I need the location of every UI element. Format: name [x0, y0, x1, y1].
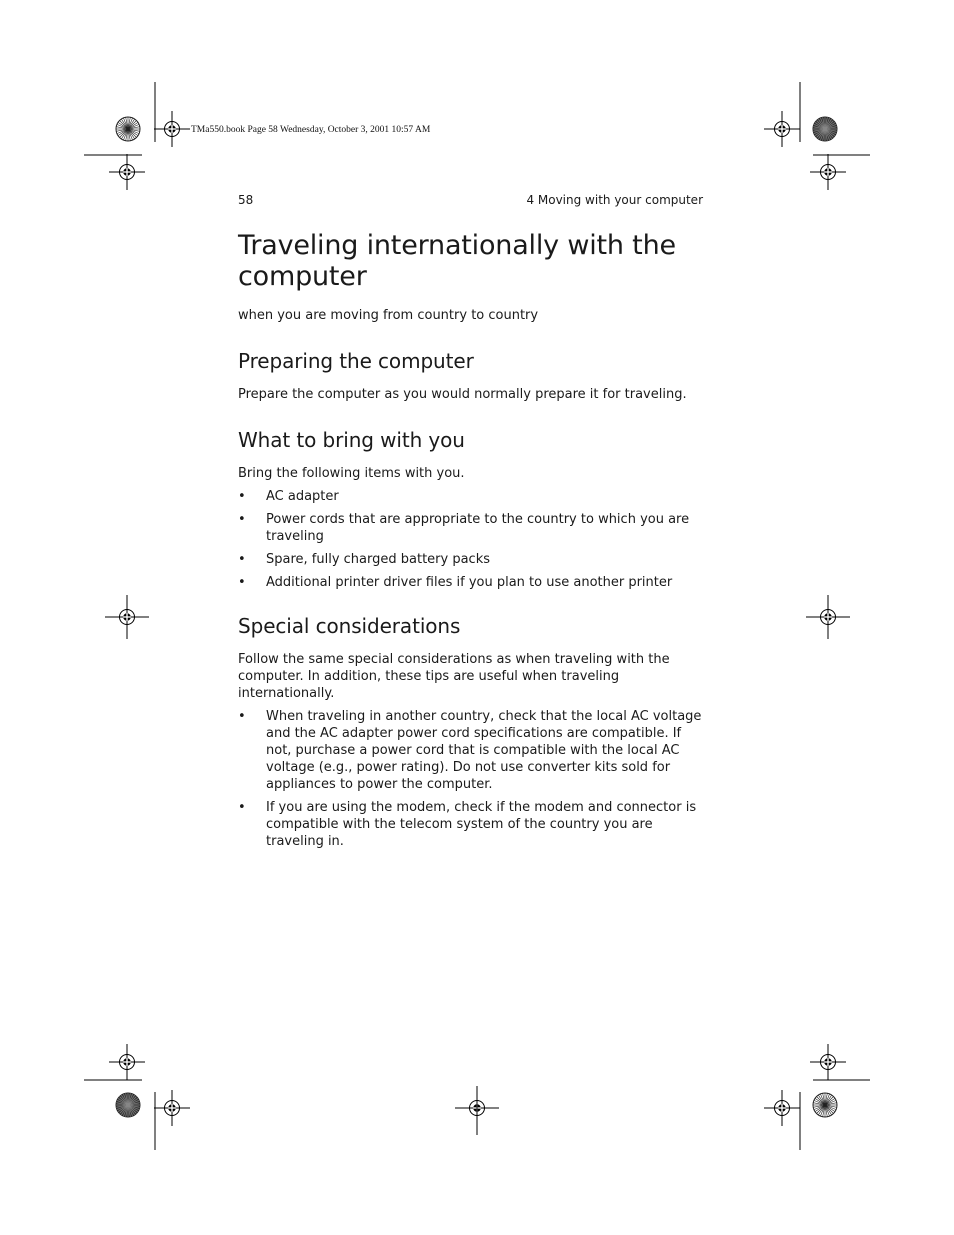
list-item-text: AC adapter	[266, 489, 339, 504]
list-item-text: Additional printer driver files if you plan to use another printer	[266, 575, 673, 590]
section-intro-special: Follow the same special considerations as when traveling with the computer. In addition, these tips are useful when traveling internationally.	[238, 652, 670, 701]
page-number: 58	[238, 193, 254, 207]
section-heading-bring: What to bring with you	[238, 428, 465, 452]
section-body-preparing: Prepare the computer as you would normally prepare it for traveling.	[238, 387, 687, 402]
list-item-text: If you are using the modem, check if the modem and connector is compatible with the telecom system of the country you are traveling in.	[266, 800, 697, 849]
list-item	[238, 551, 708, 568]
page-title: Traveling internationally with the computer	[238, 230, 676, 292]
list-item	[238, 511, 708, 545]
bullet-icon: •	[238, 800, 246, 815]
bullet-icon: •	[238, 489, 246, 504]
section-heading-special: Special considerations	[238, 614, 461, 638]
list-item	[238, 799, 708, 850]
list-item-text: Power cords that are appropriate to the country to which you are traveling	[266, 512, 690, 544]
list-item-text: When traveling in another country, check that the local AC voltage and the AC adapter power cord specifications are compatible. If not, purchase a power cord that is compatible with the local AC voltage (e.g., power rating). Do not use converter kits sold for appliances to power the computer.	[266, 709, 702, 792]
list-item	[238, 708, 708, 793]
list-item	[238, 574, 708, 591]
bring-list	[238, 488, 708, 591]
section-heading-preparing: Preparing the computer	[238, 349, 474, 373]
bullet-icon: •	[238, 552, 246, 567]
page-content	[238, 230, 708, 850]
special-list	[238, 708, 708, 850]
bullet-icon: •	[238, 709, 246, 724]
list-item-text: Spare, fully charged battery packs	[266, 552, 491, 567]
bullet-icon: •	[238, 512, 246, 527]
section-intro-bring: Bring the following items with you.	[238, 466, 465, 481]
print-slug: TMa550.book Page 58 Wednesday, October 3, 2001 10:57 AM	[191, 125, 431, 135]
list-item	[238, 488, 708, 505]
running-header-chapter: 4 Moving with your computer	[526, 193, 703, 207]
page-subtitle: when you are moving from country to country	[238, 308, 539, 323]
bullet-icon: •	[238, 575, 246, 590]
